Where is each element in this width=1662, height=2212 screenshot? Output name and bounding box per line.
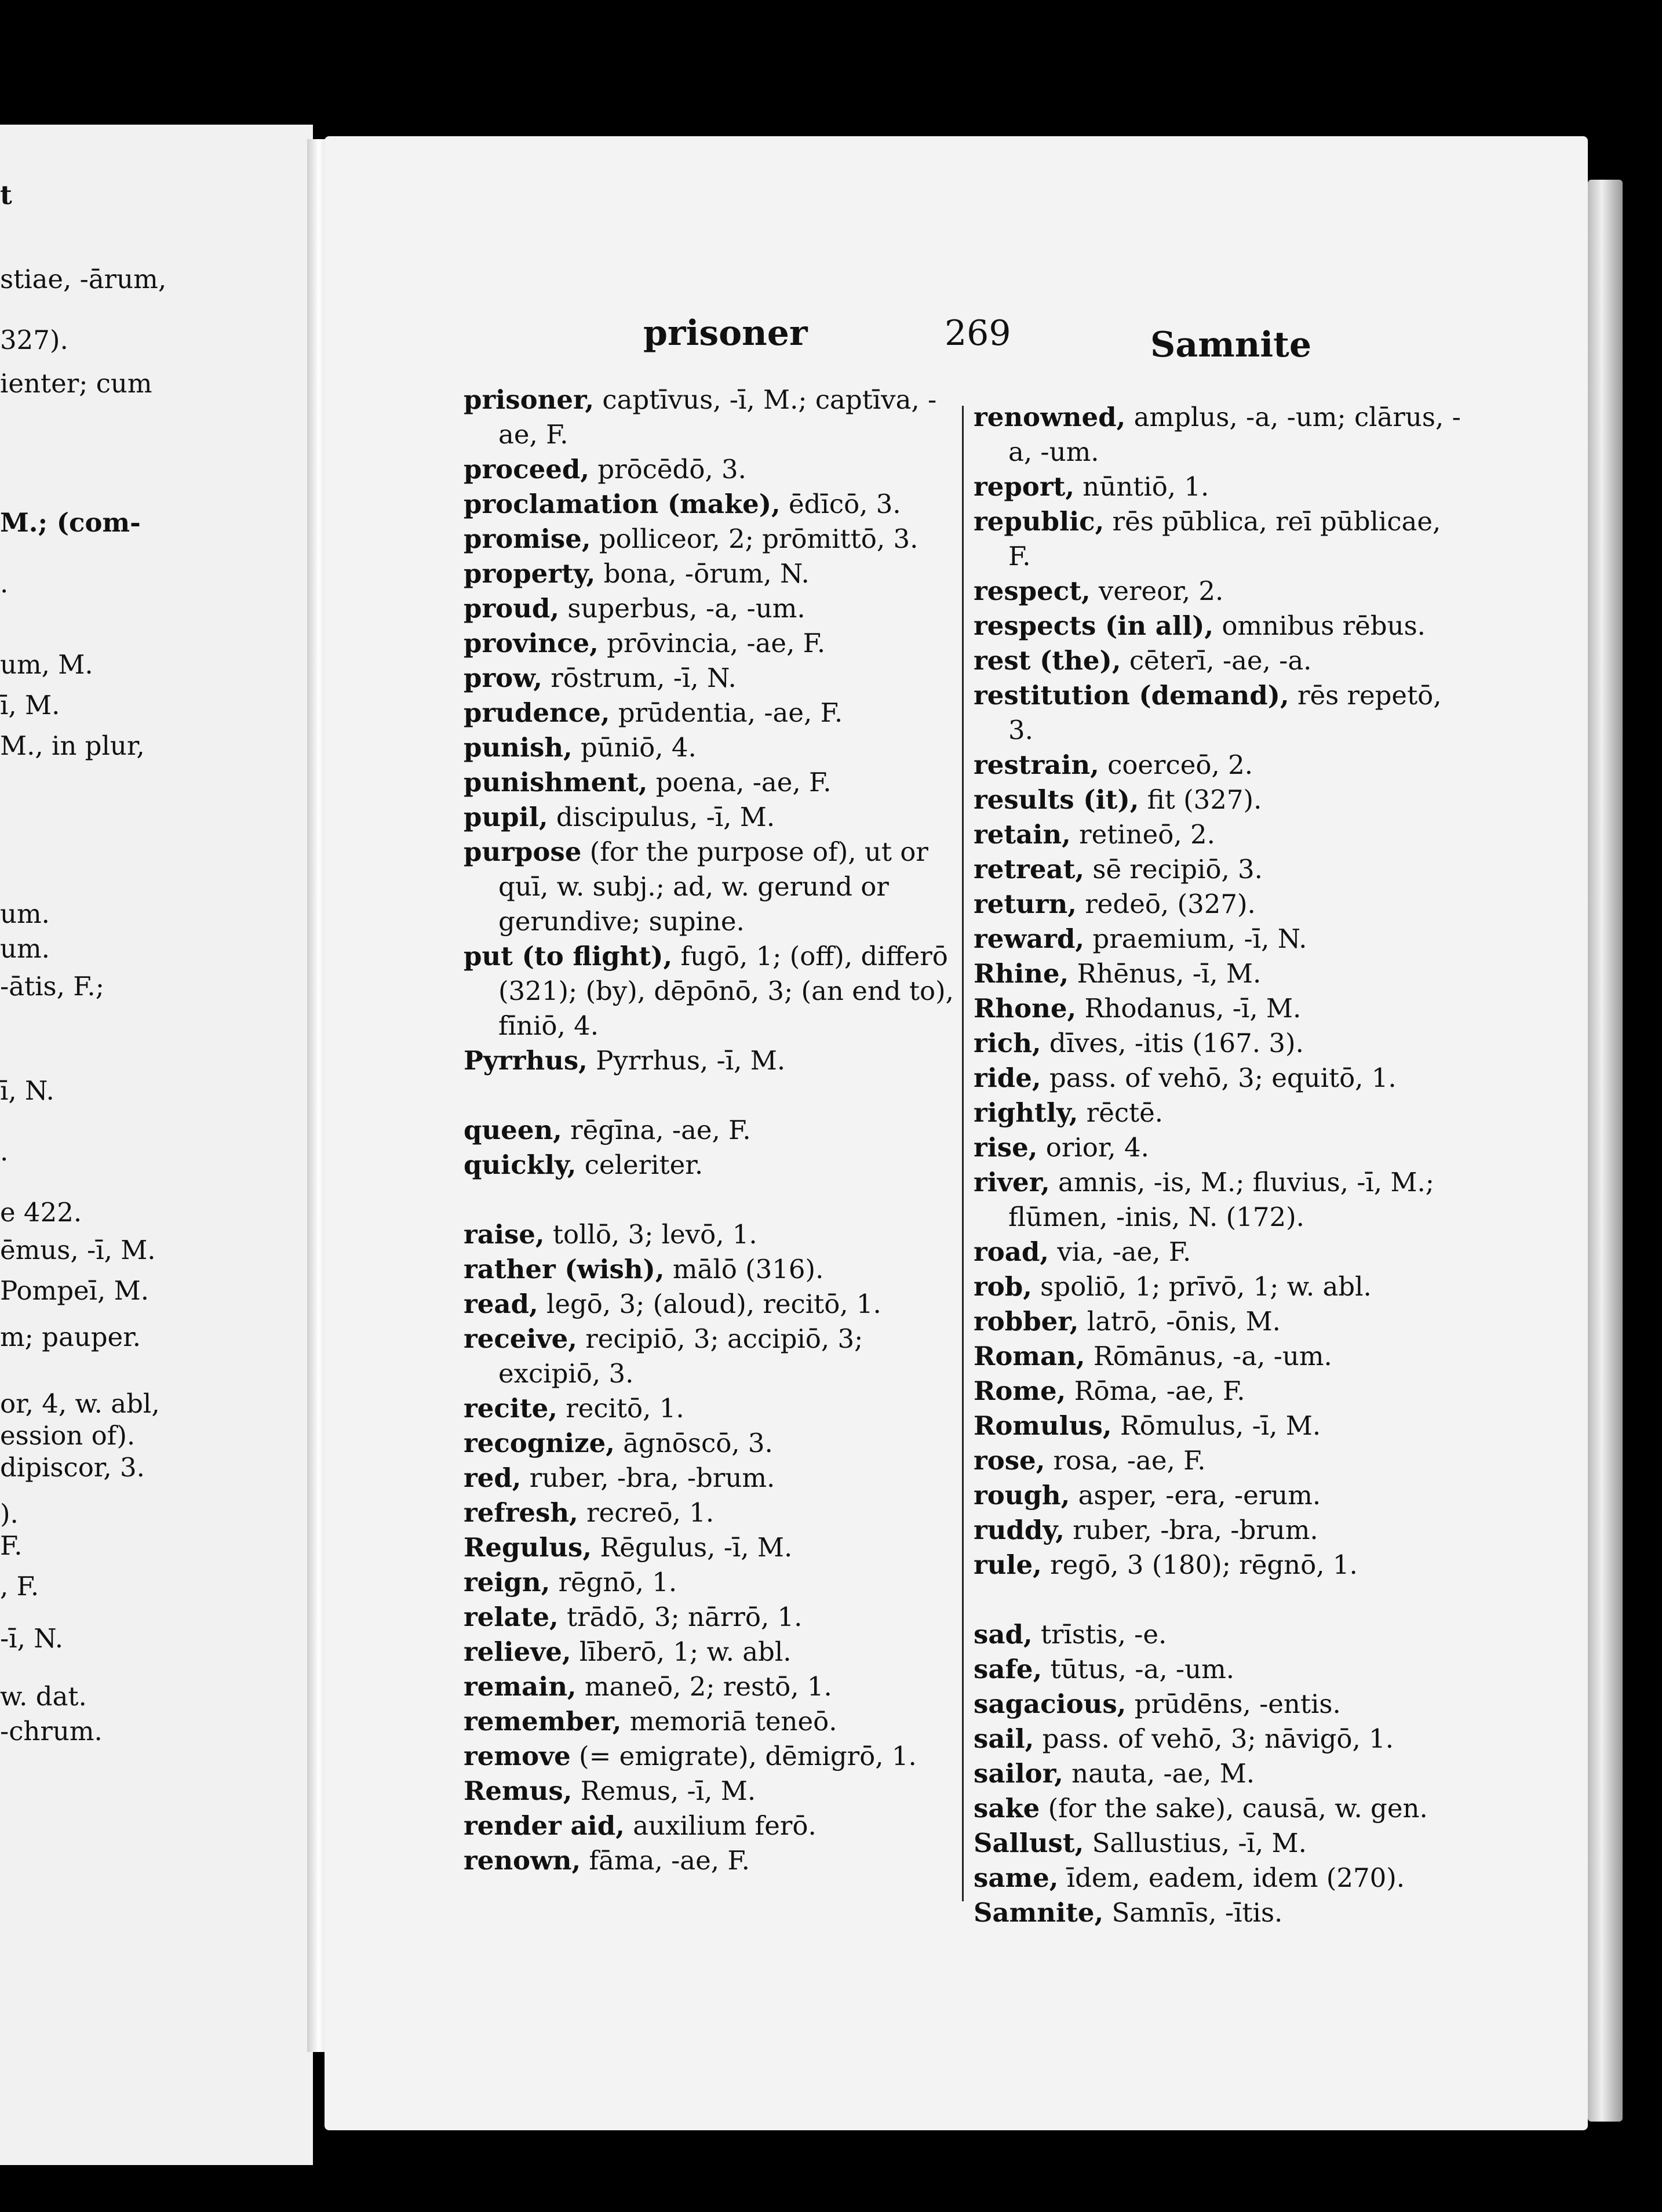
entry-headword: Pyrrhus, xyxy=(464,1045,588,1076)
entry-definition: (for the sake), causā, w. gen. xyxy=(1040,1793,1428,1824)
dictionary-entry xyxy=(974,1896,1466,1930)
entry-headword: relate, xyxy=(464,1602,559,1632)
entry-headword: retreat, xyxy=(974,854,1085,885)
left-page-fragment: t xyxy=(0,180,12,210)
dictionary-entry xyxy=(464,730,956,765)
entry-definition: spoliō, 1; prīvō, 1; w. abl. xyxy=(1032,1271,1372,1302)
entry-definition: Samnīs, -ītis. xyxy=(1103,1897,1283,1928)
entry-headword: robber, xyxy=(974,1306,1079,1337)
entry-definition: Rhodanus, -ī, M. xyxy=(1076,993,1302,1024)
dictionary-entry xyxy=(464,1635,956,1669)
entry-headword: rose, xyxy=(974,1445,1045,1476)
entry-definition: rēs repetō, 3. xyxy=(1008,680,1442,745)
entry-definition: (for the purpose of), ut or quī, w. subj.; ad, w. gerund or gerundive; supine. xyxy=(498,836,928,937)
entry-headword: rest (the), xyxy=(974,645,1121,676)
left-page-fragment: ī, M. xyxy=(0,690,60,721)
left-page-fragment: , F. xyxy=(0,1571,39,1602)
entry-headword: Regulus, xyxy=(464,1532,592,1563)
entry-headword: road, xyxy=(974,1236,1049,1267)
entry-headword: rather (wish), xyxy=(464,1254,665,1285)
entry-headword: sake xyxy=(974,1793,1040,1824)
dictionary-entry xyxy=(464,452,956,487)
entry-definition: pass. of vehō, 3; equitō, 1. xyxy=(1041,1063,1397,1093)
dictionary-entry xyxy=(974,1409,1466,1443)
entry-headword: punishment, xyxy=(464,767,648,798)
entry-definition: trīstis, -e. xyxy=(1032,1619,1167,1650)
section-gap xyxy=(464,1183,956,1217)
entry-headword: ride, xyxy=(974,1063,1041,1093)
left-page-fragment: -chrum. xyxy=(0,1716,103,1747)
left-page-fragment: um. xyxy=(0,898,50,929)
entry-definition: prōvincia, -ae, F. xyxy=(598,628,826,658)
left-page-fragment: or, 4, w. abl, xyxy=(0,1388,160,1419)
dictionary-entry xyxy=(464,487,956,522)
entry-headword: river, xyxy=(974,1167,1050,1198)
dictionary-entry xyxy=(974,1826,1466,1861)
entry-definition: auxilium ferō. xyxy=(624,1810,817,1841)
dictionary-entry xyxy=(974,643,1466,678)
entry-definition: Rēgulus, -ī, M. xyxy=(592,1532,793,1563)
dictionary-entry xyxy=(974,1165,1466,1235)
dictionary-entry xyxy=(974,852,1466,887)
entry-headword: property, xyxy=(464,558,596,589)
column-left xyxy=(464,383,956,1878)
dictionary-entry xyxy=(974,470,1466,504)
dictionary-entry xyxy=(464,1217,956,1252)
dictionary-entry xyxy=(464,1496,956,1530)
dictionary-entry xyxy=(464,800,956,835)
entry-headword: results (it), xyxy=(974,784,1139,815)
entry-definition: poena, -ae, F. xyxy=(647,767,832,798)
entry-headword: province, xyxy=(464,628,599,658)
dictionary-entry xyxy=(464,1426,956,1461)
dictionary-entry xyxy=(974,956,1466,991)
entry-headword: Remus, xyxy=(464,1776,573,1806)
entry-headword: renowned, xyxy=(974,402,1126,432)
dictionary-entry xyxy=(974,817,1466,852)
entry-definition: (= emigrate), dēmigrō, 1. xyxy=(570,1741,917,1771)
entry-headword: queen, xyxy=(464,1115,562,1145)
dictionary-entry xyxy=(464,1113,956,1148)
dictionary-entry xyxy=(974,1687,1466,1722)
entry-definition: prūdentia, -ae, F. xyxy=(610,697,843,728)
entry-headword: sail, xyxy=(974,1723,1034,1754)
dictionary-entry xyxy=(464,1704,956,1739)
entry-definition: Pyrrhus, -ī, M. xyxy=(587,1045,786,1076)
column-right xyxy=(974,400,1466,1930)
entry-definition: fit (327). xyxy=(1139,784,1262,815)
entry-headword: rob, xyxy=(974,1271,1032,1302)
entry-headword: proceed, xyxy=(464,454,589,485)
entry-headword: pupil, xyxy=(464,802,548,832)
dictionary-entry xyxy=(974,1374,1466,1409)
dictionary-entry xyxy=(464,591,956,626)
dictionary-entry xyxy=(974,887,1466,922)
page-edge xyxy=(1588,180,1623,2122)
dictionary-entry xyxy=(974,783,1466,817)
entry-definition: polliceor, 2; prōmittō, 3. xyxy=(591,523,919,554)
entry-headword: red, xyxy=(464,1462,522,1493)
entry-headword: republic, xyxy=(974,506,1105,537)
entry-definition: rosa, -ae, F. xyxy=(1045,1445,1206,1476)
dictionary-entry xyxy=(464,522,956,556)
left-page-fragment: dipiscor, 3. xyxy=(0,1452,145,1483)
dictionary-entry xyxy=(974,1304,1466,1339)
entry-headword: Rhone, xyxy=(974,993,1077,1024)
section-gap xyxy=(464,1078,956,1113)
left-page-fragment: um. xyxy=(0,933,50,964)
entry-definition: fugō, 1; (off), differō (321); (by), dēpōnō, 3; (an end to), fīniō, 4. xyxy=(498,941,954,1041)
entry-definition: latrō, -ōnis, M. xyxy=(1078,1306,1281,1337)
entry-definition: trādō, 3; nārrō, 1. xyxy=(558,1602,803,1632)
entry-definition: praemium, -ī, N. xyxy=(1084,923,1307,954)
dictionary-entry xyxy=(974,1617,1466,1652)
entry-headword: remain, xyxy=(464,1671,577,1702)
entry-definition: ruber, -bra, -brum. xyxy=(1064,1515,1318,1545)
entry-definition: vereor, 2. xyxy=(1090,576,1224,606)
entry-definition: Sallustius, -ī, M. xyxy=(1084,1828,1307,1858)
dictionary-entry xyxy=(974,678,1466,748)
dictionary-entry xyxy=(974,922,1466,956)
entry-definition: memoriā teneō. xyxy=(621,1706,837,1737)
entry-definition: captīvus, -ī, M.; captīva, -ae, F. xyxy=(498,384,937,450)
dictionary-entry xyxy=(974,574,1466,609)
entry-headword: promise, xyxy=(464,523,591,554)
left-page-fragment: F. xyxy=(0,1530,23,1561)
entry-headword: same, xyxy=(974,1862,1059,1893)
dictionary-entry xyxy=(974,1478,1466,1513)
entry-headword: restitution (demand), xyxy=(974,680,1289,711)
column-divider xyxy=(962,406,964,1901)
header-right-guideword: Samnite xyxy=(1150,325,1311,365)
entry-definition: Remus, -ī, M. xyxy=(572,1776,756,1806)
dictionary-entry xyxy=(974,1269,1466,1304)
left-page-fragment: stiae, -ārum, xyxy=(0,264,167,294)
dictionary-entry xyxy=(464,765,956,800)
entry-definition: fāma, -ae, F. xyxy=(581,1845,750,1876)
dictionary-entry xyxy=(464,383,956,452)
dictionary-entry xyxy=(464,1287,956,1322)
entry-headword: Romulus, xyxy=(974,1410,1112,1441)
entry-definition: Rōma, -ae, F. xyxy=(1066,1376,1245,1406)
dictionary-entry xyxy=(464,1843,956,1878)
dictionary-entry xyxy=(464,939,956,1043)
dictionary-entry xyxy=(974,400,1466,470)
dictionary-entry xyxy=(974,1756,1466,1791)
dictionary-entry xyxy=(974,1861,1466,1896)
entry-definition: maneō, 2; restō, 1. xyxy=(576,1671,832,1702)
dictionary-entry xyxy=(464,1322,956,1391)
dictionary-entry xyxy=(974,991,1466,1026)
dictionary-entry xyxy=(974,609,1466,643)
entry-headword: rule, xyxy=(974,1549,1042,1580)
dictionary-entry xyxy=(464,626,956,661)
left-page-fragment: ēmus, -ī, M. xyxy=(0,1235,156,1265)
left-page-fragment: ession of). xyxy=(0,1420,136,1451)
entry-headword: sad, xyxy=(974,1619,1033,1650)
dictionary-entry xyxy=(974,1443,1466,1478)
entry-definition: prōcēdō, 3. xyxy=(589,454,746,485)
entry-headword: ruddy, xyxy=(974,1515,1065,1545)
dictionary-entry xyxy=(974,1235,1466,1269)
entry-definition: mālō (316). xyxy=(664,1254,824,1285)
entry-definition: amnis, -is, M.; fluvius, -ī, M.; flūmen, -inis, N. (172). xyxy=(1008,1167,1434,1232)
dictionary-entry xyxy=(464,696,956,730)
entry-headword: refresh, xyxy=(464,1497,578,1528)
entry-headword: punish, xyxy=(464,732,573,763)
entry-headword: rich, xyxy=(974,1028,1041,1058)
entry-definition: discipulus, -ī, M. xyxy=(548,802,775,832)
entry-headword: recognize, xyxy=(464,1428,615,1458)
entry-definition: rēs pūblica, reī pūblicae, F. xyxy=(1008,506,1441,572)
entry-headword: report, xyxy=(974,471,1074,502)
dictionary-entry xyxy=(974,1722,1466,1756)
entry-definition: Rōmulus, -ī, M. xyxy=(1111,1410,1321,1441)
entry-definition: via, -ae, F. xyxy=(1049,1236,1191,1267)
entry-definition: cēterī, -ae, -a. xyxy=(1121,645,1312,676)
dictionary-entry xyxy=(464,1774,956,1809)
entry-definition: recitō, 1. xyxy=(557,1393,684,1424)
entry-headword: rough, xyxy=(974,1480,1070,1511)
dictionary-entry xyxy=(464,1530,956,1565)
entry-headword: proclamation (make), xyxy=(464,489,781,519)
entry-definition: līberō, 1; w. abl. xyxy=(571,1636,792,1667)
entry-headword: reward, xyxy=(974,923,1085,954)
dictionary-entry xyxy=(974,1513,1466,1548)
entry-definition: rēgnō, 1. xyxy=(550,1567,677,1598)
left-page-fragment: Pompeī, M. xyxy=(0,1275,150,1306)
entry-definition: asper, -era, -erum. xyxy=(1070,1480,1321,1511)
entry-definition: pūniō, 4. xyxy=(572,732,697,763)
entry-definition: nūntiō, 1. xyxy=(1074,471,1209,502)
dictionary-entry xyxy=(974,1339,1466,1374)
header-left-guideword: prisoner xyxy=(643,313,808,354)
entry-definition: retineō, 2. xyxy=(1070,819,1215,850)
entry-definition: omnibus rēbus. xyxy=(1213,610,1426,641)
entry-headword: safe, xyxy=(974,1654,1043,1685)
dictionary-entry xyxy=(464,1391,956,1426)
entry-headword: return, xyxy=(974,889,1077,919)
left-page-fragment: M., in plur, xyxy=(0,730,145,761)
left-page xyxy=(0,125,313,2165)
entry-definition: recipiō, 3; accipiō, 3; excipiō, 3. xyxy=(498,1323,863,1389)
entry-headword: respects (in all), xyxy=(974,610,1214,641)
entry-definition: pass. of vehō, 3; nāvigō, 1. xyxy=(1034,1723,1394,1754)
entry-headword: recite, xyxy=(464,1393,557,1424)
entry-headword: sagacious, xyxy=(974,1689,1127,1719)
entry-headword: remove xyxy=(464,1741,571,1771)
entry-headword: renown, xyxy=(464,1845,581,1876)
page-number: 269 xyxy=(945,313,1011,354)
dictionary-entry xyxy=(974,1096,1466,1130)
entry-definition: rēctē. xyxy=(1078,1097,1164,1128)
left-page-fragment: . xyxy=(0,1136,9,1167)
entry-definition: tollō, 3; levō, 1. xyxy=(544,1219,757,1250)
entry-headword: render aid, xyxy=(464,1810,625,1841)
entry-headword: reign, xyxy=(464,1567,551,1598)
entry-headword: purpose xyxy=(464,836,582,867)
left-page-fragment: e 422. xyxy=(0,1197,82,1228)
left-page-fragment: w. dat. xyxy=(0,1681,87,1712)
left-page-fragment: um, M. xyxy=(0,649,93,680)
left-page-fragment: ī, N. xyxy=(0,1075,54,1106)
dictionary-entry xyxy=(974,1791,1466,1826)
entry-definition: superbus, -a, -um. xyxy=(559,593,806,624)
entry-definition: dīves, -itis (167. 3). xyxy=(1041,1028,1304,1058)
dictionary-entry xyxy=(974,504,1466,574)
entry-headword: restrain, xyxy=(974,750,1099,780)
dictionary-entry xyxy=(464,1461,956,1496)
dictionary-entry xyxy=(464,835,956,939)
section-gap xyxy=(974,1582,1466,1617)
entry-definition: orior, 4. xyxy=(1037,1132,1149,1163)
entry-headword: respect, xyxy=(974,576,1091,606)
dictionary-entry xyxy=(464,661,956,696)
dictionary-entry xyxy=(974,748,1466,783)
left-page-fragment: M.; (com- xyxy=(0,507,141,538)
entry-headword: prisoner, xyxy=(464,384,595,415)
left-page-fragment: 327). xyxy=(0,325,68,355)
entry-definition: nauta, -ae, M. xyxy=(1063,1758,1255,1789)
dictionary-entry xyxy=(974,1652,1466,1687)
entry-headword: remember, xyxy=(464,1706,622,1737)
entry-headword: retain, xyxy=(974,819,1071,850)
entry-definition: regō, 3 (180); rēgnō, 1. xyxy=(1041,1549,1358,1580)
entry-headword: prudence, xyxy=(464,697,610,728)
entry-definition: rōstrum, -ī, N. xyxy=(542,663,737,693)
entry-headword: Samnite, xyxy=(974,1897,1104,1928)
entry-headword: put (to flight), xyxy=(464,941,673,972)
entry-headword: rise, xyxy=(974,1132,1038,1163)
dictionary-entry xyxy=(464,1809,956,1843)
dictionary-entry xyxy=(464,1252,956,1287)
entry-definition: rēgīna, -ae, F. xyxy=(562,1115,751,1145)
entry-definition: bona, -ōrum, N. xyxy=(595,558,810,589)
entry-headword: prow, xyxy=(464,663,542,693)
entry-definition: prūdēns, -entis. xyxy=(1126,1689,1341,1719)
left-page-fragment: m; pauper. xyxy=(0,1322,141,1352)
entry-definition: amplus, -a, -um; clārus, -a, -um. xyxy=(1008,402,1461,467)
entry-headword: proud, xyxy=(464,593,560,624)
dictionary-entry xyxy=(464,1565,956,1600)
entry-headword: Sallust, xyxy=(974,1828,1084,1858)
entry-definition: ruber, -bra, -brum. xyxy=(521,1462,775,1493)
entry-definition: Rhēnus, -ī, M. xyxy=(1069,958,1262,989)
entry-headword: rightly, xyxy=(974,1097,1078,1128)
entry-definition: coerceō, 2. xyxy=(1099,750,1253,780)
entry-definition: Rōmānus, -a, -um. xyxy=(1085,1341,1332,1371)
dictionary-entry xyxy=(464,1043,956,1078)
left-page-fragment: . xyxy=(0,568,9,599)
entry-headword: raise, xyxy=(464,1219,545,1250)
dictionary-entry xyxy=(974,1061,1466,1096)
dictionary-entry xyxy=(464,1739,956,1774)
dictionary-entry xyxy=(464,1148,956,1183)
entry-definition: sē recipiō, 3. xyxy=(1084,854,1263,885)
dictionary-entry xyxy=(464,556,956,591)
entry-definition: tūtus, -a, -um. xyxy=(1042,1654,1235,1685)
entry-definition: legō, 3; (aloud), recitō, 1. xyxy=(538,1289,881,1319)
entry-definition: īdem, eadem, idem (270). xyxy=(1058,1862,1405,1893)
entry-definition: recreō, 1. xyxy=(578,1497,715,1528)
dictionary-entry xyxy=(464,1600,956,1635)
entry-headword: Roman, xyxy=(974,1341,1085,1371)
entry-headword: quickly, xyxy=(464,1149,577,1180)
entry-headword: read, xyxy=(464,1289,538,1319)
dictionary-entry xyxy=(974,1026,1466,1061)
left-page-fragment: -ī, N. xyxy=(0,1623,64,1654)
dictionary-entry xyxy=(974,1548,1466,1582)
dictionary-entry xyxy=(974,1130,1466,1165)
entry-definition: redeō, (327). xyxy=(1076,889,1256,919)
entry-headword: Rhine, xyxy=(974,958,1069,989)
entry-definition: ēdīcō, 3. xyxy=(780,489,901,519)
left-page-fragment: ienter; cum xyxy=(0,368,152,399)
left-page-fragment: -ātis, F.; xyxy=(0,971,104,1002)
entry-headword: Rome, xyxy=(974,1376,1066,1406)
dictionary-entry xyxy=(464,1669,956,1704)
entry-headword: relieve, xyxy=(464,1636,571,1667)
entry-headword: receive, xyxy=(464,1323,577,1354)
entry-definition: āgnōscō, 3. xyxy=(614,1428,773,1458)
entry-headword: sailor, xyxy=(974,1758,1063,1789)
left-page-fragment: ). xyxy=(0,1498,19,1529)
entry-definition: celeriter. xyxy=(576,1149,704,1180)
